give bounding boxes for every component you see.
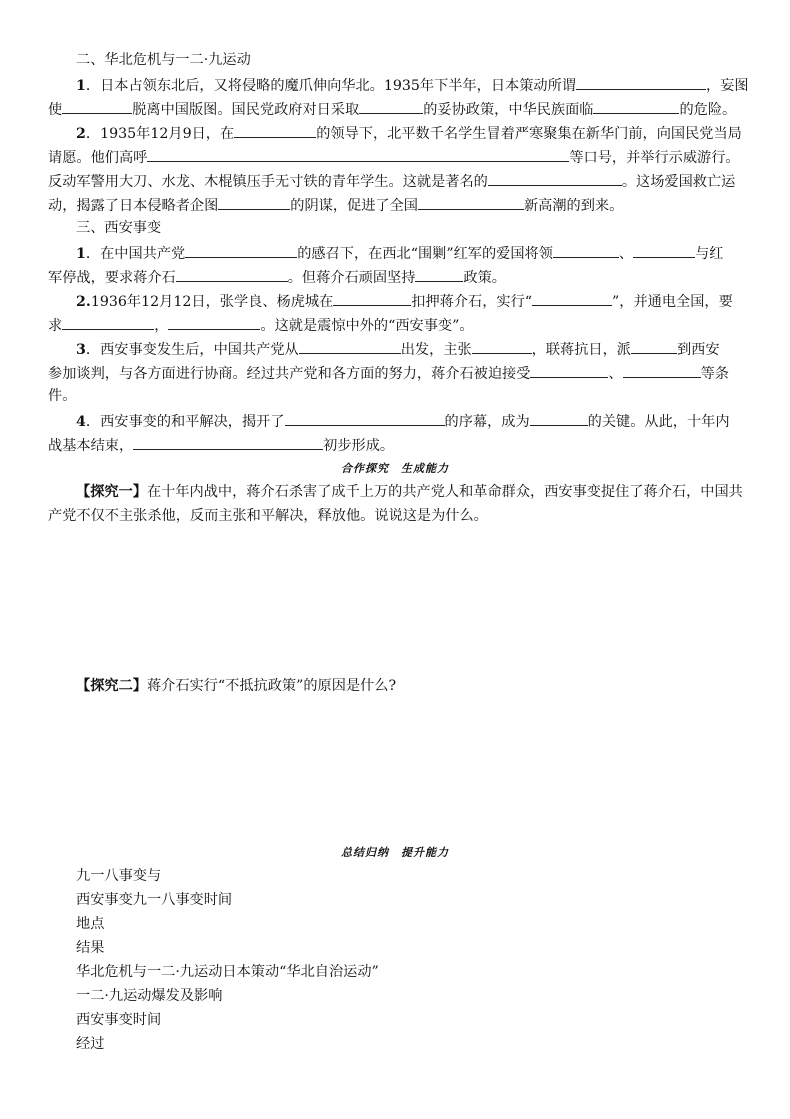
s3-q3-text-e: 参加谈判，与各方面进行协商。经过共产党和各方面的努力，蒋介石被迫接受 bbox=[48, 366, 531, 382]
s3-q2-text-e: ， bbox=[154, 318, 169, 334]
s3-q3-text-f: 、 bbox=[608, 366, 623, 382]
s3-q4-text-c: 的关键。从此，十年内 bbox=[587, 414, 730, 430]
s3-q4-text-a: ．西安事变的和平解决，揭开了 bbox=[85, 414, 285, 430]
blank-s3-q3-c[interactable] bbox=[631, 338, 677, 354]
s3-q2-text-c: ”，并通电全国，要 bbox=[612, 294, 733, 310]
s3-q2-text-a: 1936年12月12日，张学良、杨虎城在 bbox=[90, 294, 334, 310]
s3-q3-text-a: ．西安事变发生后，中国共产党从 bbox=[85, 342, 299, 358]
blank-s3-q3-a[interactable] bbox=[299, 338, 401, 354]
s3-q2-line2 bbox=[48, 314, 474, 336]
blank-s2-q2-e[interactable] bbox=[418, 194, 524, 210]
explore-1-tag: 【探究一】 bbox=[76, 484, 147, 500]
s2-q1-line1 bbox=[76, 74, 749, 96]
s2-q2-line4 bbox=[48, 194, 623, 216]
s2-q1-text-a: ．日本占领东北后，又将侵略的魔爪伸向华北。1935年下半年，日本策动所谓 bbox=[85, 78, 576, 94]
s2-q2-text-d: 等口号，并举行示威游行。 bbox=[569, 150, 740, 166]
s2-q1-text-f: 的危险。 bbox=[679, 102, 737, 118]
blank-s2-q1-c[interactable] bbox=[359, 98, 423, 114]
s3-q3-text-c: ，联蒋抗日，派 bbox=[531, 342, 631, 358]
s3-q1-number: 1 bbox=[76, 246, 86, 262]
explore-2-tag: 【探究二】 bbox=[76, 678, 147, 694]
s2-q1-text-e: 的妥协政策，中华民族面临 bbox=[423, 102, 594, 118]
blank-s2-q1-d[interactable] bbox=[593, 98, 679, 114]
explore-2-text-a: 蒋介石实行“不抵抗政策”的原因是什么? bbox=[146, 678, 397, 694]
s3-q3-line1 bbox=[76, 338, 720, 360]
s2-q1-text-d: 脱离中国版图。国民党政府对日采取 bbox=[132, 102, 360, 118]
section-3-heading: 三、西安事变 bbox=[76, 220, 162, 236]
s3-q1-text-f: 。但蒋介石顽固坚持 bbox=[287, 270, 416, 286]
summary-line: 九一八事变与 bbox=[76, 868, 162, 884]
s3-q3-number: 3 bbox=[76, 342, 86, 358]
summary-line: 西安事变时间 bbox=[76, 1012, 162, 1028]
s3-q1-text-b: 的感召下，在西北“围剿”红军的爱国将领 bbox=[297, 246, 553, 262]
explore-1-line2: 产党不仅不主张杀他，反而主张和平解决，释放他。说说这是为什么。 bbox=[48, 508, 488, 524]
s3-q4-text-d: 战基本结束， bbox=[48, 438, 134, 454]
s2-q1-number: 1 bbox=[76, 78, 86, 94]
s2-q2-number: 2 bbox=[76, 126, 86, 142]
summary-line: 华北危机与一二·九运动日本策动“华北自治运动” bbox=[76, 964, 379, 980]
blank-s3-q2-a[interactable] bbox=[333, 290, 411, 306]
s3-q4-line2 bbox=[48, 434, 394, 456]
s2-q2-line1 bbox=[76, 122, 742, 144]
s2-q2-text-g: 动，揭露了日本侵略者企图 bbox=[48, 198, 219, 214]
blank-s3-q3-b[interactable] bbox=[472, 338, 532, 354]
blank-s2-q2-b[interactable] bbox=[147, 146, 569, 162]
s3-q3-line3: 件。 bbox=[48, 388, 77, 404]
summary-line: 地点 bbox=[76, 916, 105, 932]
s3-q1-text-a: ．在中国共产党 bbox=[85, 246, 186, 262]
s2-q2-text-h: 的阴谋，促进了全国 bbox=[290, 198, 418, 214]
summary-line: 一二·九运动爆发及影响 bbox=[76, 988, 223, 1004]
s3-q2-line1 bbox=[76, 290, 733, 312]
blank-s2-q1-b[interactable] bbox=[62, 98, 132, 114]
s3-q3-text-b: 出发，主张 bbox=[400, 342, 472, 358]
s2-q2-text-c: 请愿。他们高呼 bbox=[48, 150, 148, 166]
s3-q4-line1 bbox=[76, 410, 730, 432]
explore-1-line1 bbox=[76, 482, 743, 502]
blank-s3-q4-a[interactable] bbox=[285, 410, 445, 426]
blank-s3-q4-c[interactable] bbox=[133, 434, 323, 450]
summary-heading: 总结归纳 提升能力 bbox=[341, 846, 449, 859]
blank-s3-q4-b[interactable] bbox=[530, 410, 588, 426]
blank-s2-q1-a[interactable] bbox=[576, 74, 706, 90]
s2-q2-text-i: 新高潮的到来。 bbox=[523, 198, 624, 214]
s3-q1-line2 bbox=[48, 266, 506, 288]
cooperate-explore-heading: 合作探究 生成能力 bbox=[341, 462, 449, 475]
summary-line: 西安事变九一八事变时间 bbox=[76, 892, 233, 908]
s3-q1-text-c: 、 bbox=[618, 246, 634, 262]
s3-q4-number: 4 bbox=[76, 414, 86, 430]
s2-q1-text-b: ，妄图 bbox=[705, 78, 749, 94]
s2-q2-text-b: 的领导下，北平数千名学生冒着严寒聚集在新华门前，向国民党当局 bbox=[316, 126, 742, 142]
blank-s2-q2-d[interactable] bbox=[218, 194, 290, 210]
blank-s3-q1-a[interactable] bbox=[185, 242, 297, 258]
s3-q3-text-g: 等条 bbox=[700, 366, 729, 382]
s2-q2-text-f: 。这场爱国救亡运 bbox=[621, 174, 736, 190]
blank-s3-q1-d[interactable] bbox=[176, 266, 288, 282]
s3-q1-text-d: 与红 bbox=[695, 246, 724, 262]
s2-q2-line2 bbox=[48, 146, 740, 168]
s3-q2-text-d: 求 bbox=[48, 318, 63, 334]
blank-s3-q3-e[interactable] bbox=[623, 362, 701, 378]
s3-q1-text-e: 军停战，要求蒋介石 bbox=[48, 270, 176, 286]
blank-s2-q2-c[interactable] bbox=[488, 170, 622, 186]
blank-s3-q2-c[interactable] bbox=[62, 314, 154, 330]
s3-q4-text-e: 初步形成。 bbox=[323, 438, 395, 454]
summary-line: 结果 bbox=[76, 940, 105, 956]
s2-q2-text-e: 反动军警用大刀、水龙、木棍镇压手无寸铁的青年学生。这就是著名的 bbox=[48, 174, 488, 190]
s3-q2-number: 2. bbox=[76, 294, 91, 310]
s2-q2-text-a: ．1935年12月9日，在 bbox=[85, 126, 235, 142]
explore-2-line1 bbox=[76, 676, 396, 696]
s3-q2-text-f: 。这就是震惊中外的“西安事变”。 bbox=[260, 318, 474, 334]
blank-s3-q3-d[interactable] bbox=[530, 362, 608, 378]
blank-s3-q2-b[interactable] bbox=[532, 290, 612, 306]
blank-s3-q1-c[interactable] bbox=[633, 242, 695, 258]
s3-q3-text-d: 到西安 bbox=[676, 342, 720, 358]
blank-s2-q2-a[interactable] bbox=[234, 122, 316, 138]
summary-line: 经过 bbox=[76, 1036, 105, 1052]
s3-q1-text-g: 政策。 bbox=[463, 270, 506, 286]
blank-s3-q1-b[interactable] bbox=[553, 242, 619, 258]
explore-1-text-a: 在十年内战中，蒋介石杀害了成千上万的共产党人和革命群众，西安事变捉住了蒋介石，中国共 bbox=[146, 484, 743, 500]
s2-q2-line3 bbox=[48, 170, 735, 192]
blank-s3-q2-d[interactable] bbox=[168, 314, 260, 330]
blank-s3-q1-e[interactable] bbox=[415, 266, 463, 282]
s3-q4-text-b: 的序幕，成为 bbox=[444, 414, 530, 430]
s3-q1-line1 bbox=[76, 242, 724, 264]
s2-q1-line2 bbox=[48, 98, 736, 120]
section-2-heading: 二、华北危机与一二·九运动 bbox=[76, 52, 251, 68]
s3-q2-text-b: 扣押蒋介石，实行“ bbox=[411, 294, 533, 310]
s3-q3-line2 bbox=[48, 362, 729, 384]
s2-q1-text-c: 使 bbox=[48, 102, 63, 118]
